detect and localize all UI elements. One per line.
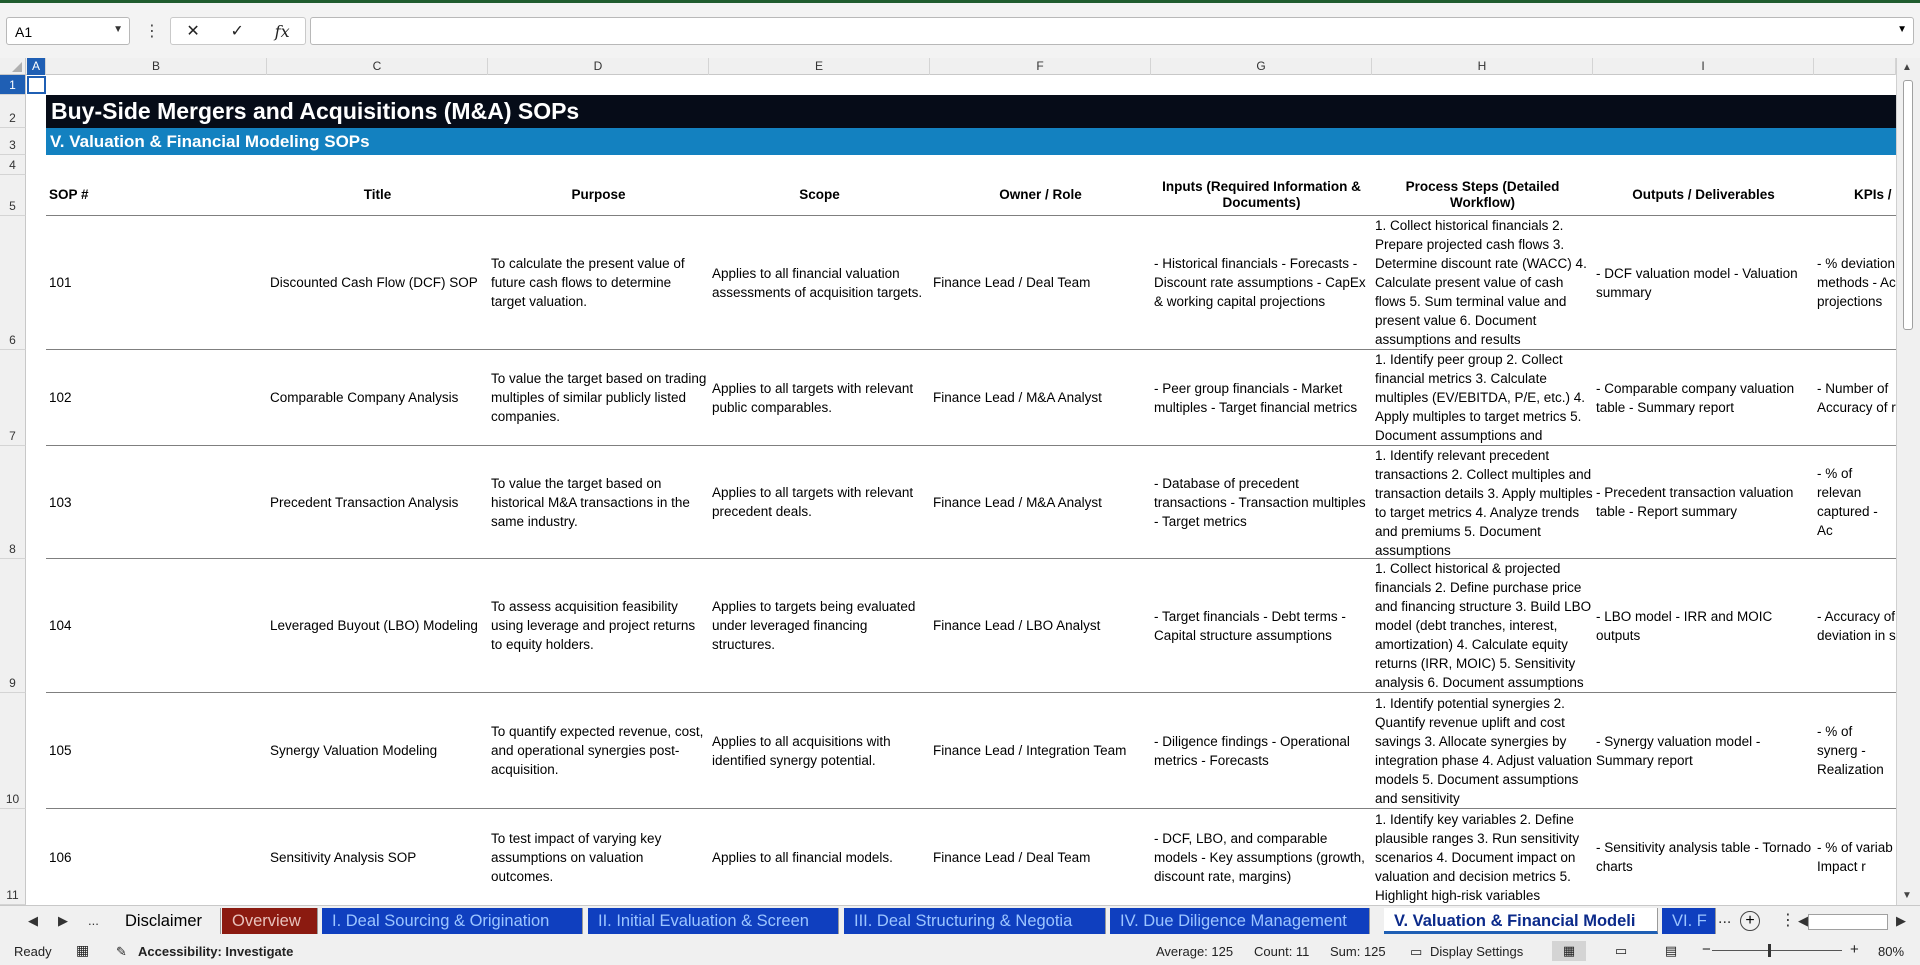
- cell-text: Applies to targets being evaluated under leveraged financing structures.: [712, 599, 916, 652]
- select-all-corner[interactable]: [0, 58, 26, 75]
- cell-text: - LBO model - IRR and MOIC outputs: [1596, 608, 1773, 643]
- cell-outputs[interactable]: [1593, 350, 1814, 445]
- enter-icon[interactable]: ✓: [230, 23, 244, 40]
- cell-title[interactable]: [267, 350, 488, 445]
- cell-title[interactable]: [267, 446, 488, 558]
- row-header-11[interactable]: 11: [0, 809, 26, 905]
- cell-text: - Accuracy of deviation in s: [1817, 608, 1896, 643]
- display-settings[interactable]: Display Settings: [1430, 944, 1524, 959]
- cell-text: 1. Collect historical & projected financials 2. Define purchase price and financing structure 3. Build LBO model (debt tranches, interest, amortization) 4. Calculate equity returns (IRR, MOIC) 5. Sensitivity analysis 6. Document assumptions: [1375, 561, 1592, 690]
- cell-title[interactable]: [267, 559, 488, 692]
- cell-text: 103: [49, 494, 72, 510]
- cell-sop[interactable]: [46, 446, 267, 558]
- name-box-value: A1: [15, 24, 33, 40]
- cell-text: - Synergy valuation model - Summary report: [1596, 733, 1761, 768]
- name-box[interactable]: [6, 17, 130, 45]
- zoom-level[interactable]: 80%: [1878, 944, 1905, 959]
- status-bar: [0, 937, 1920, 965]
- hscroll-left-icon[interactable]: ◀: [1798, 913, 1808, 928]
- cell-scope[interactable]: [709, 693, 930, 808]
- formula-bar: [0, 3, 1920, 58]
- row-header-3[interactable]: 3: [0, 128, 26, 155]
- cell-text: - Historical financials - Forecasts - Discount rate assumptions - CapEx & working capital projections: [1154, 256, 1366, 309]
- cell-outputs[interactable]: [1593, 216, 1814, 349]
- accessibility-icon[interactable]: ✎: [116, 944, 127, 959]
- cell-text: Applies to all financial valuation assessments of acquisition targets.: [712, 265, 923, 300]
- col-header-f[interactable]: F: [930, 58, 1151, 75]
- horizontal-scrollbar[interactable]: [1808, 914, 1888, 930]
- tab-due-diligence[interactable]: IV. Due Diligence Management: [1110, 908, 1370, 934]
- cell-outputs[interactable]: [1593, 809, 1814, 905]
- cell-outputs[interactable]: [1593, 693, 1814, 808]
- cell-purpose[interactable]: [488, 693, 709, 808]
- cell-scope[interactable]: [709, 559, 930, 692]
- cell-text: - Number of Accuracy of r: [1817, 380, 1896, 415]
- column-headers: [0, 58, 1920, 75]
- cell-text: Finance Lead / Deal Team: [933, 275, 1091, 290]
- cell-text: - DCF valuation model - Valuation summary: [1596, 265, 1798, 300]
- scroll-down-icon[interactable]: ▼: [1902, 890, 1912, 901]
- cell-scope[interactable]: [709, 350, 930, 445]
- cell-text: Synergy Valuation Modeling: [270, 743, 438, 758]
- cell-sop[interactable]: [46, 559, 267, 692]
- cell-text: 1. Identify relevant precedent transactions 2. Collect multiples and transaction details 3. Apply multiples to target metrics 4. Analyze trends and premiums 5. Document assumptions: [1375, 448, 1593, 558]
- cell-text: Applies to all financial models.: [712, 849, 893, 865]
- cell-kpis[interactable]: [1814, 446, 1896, 558]
- header-scope: Scope: [799, 187, 840, 202]
- cell-text: 101: [49, 275, 72, 290]
- cell-text: To value the target based on trading multiples of similar publicly listed companies.: [491, 371, 707, 424]
- tab-initial-evaluation[interactable]: II. Initial Evaluation & Screen: [588, 908, 839, 934]
- hscroll-right-icon[interactable]: ▶: [1896, 913, 1906, 928]
- header-outputs: Outputs / Deliverables: [1632, 187, 1775, 202]
- cell-steps[interactable]: [1372, 446, 1593, 558]
- cell-text: Applies to all targets with relevant public comparables.: [712, 380, 914, 415]
- cell-text: Comparable Company Analysis: [270, 390, 459, 405]
- col-header-b[interactable]: B: [46, 58, 267, 75]
- cell-text: Applies to all acquisitions with identified synergy potential.: [712, 733, 891, 768]
- cell-text: Discounted Cash Flow (DCF) SOP: [270, 275, 478, 290]
- sheet-tab-bar: [0, 905, 1920, 937]
- tab-deal-sourcing[interactable]: I. Deal Sourcing & Origination: [322, 908, 583, 934]
- cell-inputs[interactable]: [1151, 809, 1372, 905]
- cell-text: - Comparable company valuation table - Summary report: [1596, 380, 1795, 415]
- header-sop-number: SOP #: [49, 187, 89, 202]
- tab-vi[interactable]: VI. F: [1662, 908, 1716, 934]
- cell-text: Finance Lead / Integration Team: [933, 743, 1127, 758]
- cell-text: To assess acquisition feasibility using leverage and project returns to equity holders.: [491, 599, 696, 652]
- tab-deal-structuring[interactable]: III. Deal Structuring & Negotia: [844, 908, 1106, 934]
- cell-kpis[interactable]: [1814, 216, 1896, 349]
- cell-scope[interactable]: [709, 216, 930, 349]
- row-header-7[interactable]: 7: [0, 350, 26, 446]
- row-header-1[interactable]: 1: [0, 75, 26, 95]
- cell-kpis[interactable]: [1814, 693, 1896, 808]
- cell-steps[interactable]: [1372, 350, 1593, 445]
- cell-text: Finance Lead / Deal Team: [933, 849, 1091, 865]
- display-settings-icon[interactable]: ▭: [1410, 944, 1423, 959]
- zoom-slider-handle[interactable]: [1768, 944, 1771, 957]
- tab-prev-icon[interactable]: ◀: [28, 913, 38, 928]
- cell-title[interactable]: [267, 216, 488, 349]
- zoom-out-button[interactable]: −: [1702, 941, 1711, 958]
- cell-text: - DCF, LBO, and comparable models - Key assumptions (growth, discount rate, margins): [1154, 830, 1365, 884]
- cell-steps[interactable]: [1372, 809, 1593, 905]
- row-header-6[interactable]: 6: [0, 216, 26, 350]
- chevron-down-icon[interactable]: ▼: [113, 24, 123, 35]
- cell-text: Leveraged Buyout (LBO) Modeling: [270, 618, 478, 633]
- scroll-thumb[interactable]: [1903, 80, 1913, 330]
- tab-disclaimer[interactable]: Disclaimer: [115, 908, 221, 934]
- cell-text: 102: [49, 390, 72, 405]
- tab-options-icon[interactable]: ⋮: [1780, 912, 1796, 929]
- col-header-g[interactable]: G: [1151, 58, 1372, 75]
- cell-text: - % of synerg - Realization: [1817, 724, 1884, 777]
- cell-text: To calculate the present value of future cash flows to determine target valuation.: [491, 256, 685, 309]
- col-header-i[interactable]: I: [1593, 58, 1814, 75]
- cell-scope[interactable]: [709, 446, 930, 558]
- tab-more-left[interactable]: ...: [88, 913, 99, 928]
- cell-kpis[interactable]: [1814, 350, 1896, 445]
- cell-text: To value the target based on historical M&A transactions in the same industry.: [491, 475, 690, 529]
- section-title: V. Valuation & Financial Modeling SOPs: [46, 128, 1896, 155]
- cell-owner[interactable]: [930, 446, 1151, 558]
- status-count[interactable]: Count: 11: [1254, 944, 1310, 959]
- col-header-a[interactable]: A: [27, 58, 46, 75]
- tab-overview[interactable]: Overview: [222, 908, 318, 934]
- cell-text: To test impact of varying key assumptions on valuation outcomes.: [491, 830, 662, 884]
- status-sum[interactable]: Sum: 125: [1330, 944, 1386, 959]
- header-purpose: Purpose: [571, 187, 626, 202]
- vertical-scrollbar[interactable]: [1896, 58, 1920, 905]
- worksheet-grid[interactable]: [0, 58, 1920, 905]
- cell-sop[interactable]: [46, 350, 267, 445]
- col-header-h[interactable]: H: [1372, 58, 1593, 75]
- tab-valuation-modeling[interactable]: V. Valuation & Financial Modeli: [1384, 908, 1658, 934]
- col-header-j[interactable]: [1814, 58, 1896, 75]
- cell-text: - Diligence findings - Operational metrics - Forecasts: [1154, 733, 1350, 768]
- header-inputs: Inputs (Required Information & Documents): [1162, 179, 1361, 210]
- header-process-steps: Process Steps (Detailed Workflow): [1405, 179, 1560, 210]
- cell-scope[interactable]: [709, 809, 930, 905]
- cell-text: - Database of precedent transactions - Transaction multiples - Target metrics: [1154, 475, 1366, 529]
- cell-purpose[interactable]: [488, 559, 709, 692]
- cell-text: Finance Lead / M&A Analyst: [933, 494, 1102, 510]
- zoom-slider[interactable]: [1712, 950, 1842, 951]
- page-break-view-icon[interactable]: ▤: [1664, 943, 1678, 958]
- cell-text: To quantify expected revenue, cost, and operational synergies post-acquisition.: [491, 724, 704, 777]
- cell-owner[interactable]: [930, 809, 1151, 905]
- cell-sop[interactable]: [46, 216, 267, 349]
- cell-steps[interactable]: [1372, 693, 1593, 808]
- header-kpis: KPIs /: [1854, 187, 1892, 202]
- tab-overflow[interactable]: ...: [1718, 910, 1732, 927]
- scroll-up-icon[interactable]: ▲: [1902, 62, 1912, 73]
- cell-steps[interactable]: [1372, 559, 1593, 692]
- cell-title[interactable]: [267, 809, 488, 905]
- cell-title[interactable]: [267, 693, 488, 808]
- formula-input[interactable]: [310, 17, 1914, 45]
- expand-formula-icon[interactable]: ▼: [1897, 24, 1907, 35]
- cell-inputs[interactable]: [1151, 559, 1372, 692]
- cell-inputs[interactable]: [1151, 350, 1372, 445]
- cell-text: Precedent Transaction Analysis: [270, 494, 459, 510]
- tab-next-icon[interactable]: ▶: [58, 913, 68, 928]
- cell-text: - % of relevan captured - Ac: [1817, 466, 1878, 538]
- active-cell-a1[interactable]: [27, 76, 46, 94]
- cell-text: - Target financials - Debt terms - Capital structure assumptions: [1154, 608, 1346, 643]
- cell-inputs[interactable]: [1151, 216, 1372, 349]
- cell-kpis[interactable]: [1814, 809, 1896, 905]
- cell-outputs[interactable]: [1593, 559, 1814, 692]
- col-header-c[interactable]: C: [267, 58, 488, 75]
- cell-text: - Peer group financials - Market multiples - Target financial metrics: [1154, 380, 1358, 415]
- cell-inputs[interactable]: [1151, 693, 1372, 808]
- cell-text: 105: [49, 743, 72, 758]
- cell-text: 1. Identify peer group 2. Collect financial metrics 3. Calculate multiples (EV/EBITDA, P/E, etc.) 4. Apply multiples to target metrics 5. Document assumptions and: [1375, 352, 1586, 443]
- cell-text: - Sensitivity analysis table - Tornado charts: [1596, 840, 1812, 874]
- page-layout-view-icon[interactable]: ▭: [1614, 943, 1628, 958]
- add-sheet-button[interactable]: +: [1740, 911, 1760, 931]
- col-header-e[interactable]: E: [709, 58, 930, 75]
- cell-outputs[interactable]: [1593, 446, 1814, 558]
- cell-text: Finance Lead / LBO Analyst: [933, 618, 1101, 633]
- status-average[interactable]: Average: 125: [1156, 944, 1234, 959]
- cell-text: Finance Lead / M&A Analyst: [933, 390, 1102, 405]
- cell-kpis[interactable]: [1814, 559, 1896, 692]
- status-ready: Ready: [14, 944, 52, 959]
- cell-text: Sensitivity Analysis SOP: [270, 849, 417, 865]
- cell-text: 1. Identify key variables 2. Define plausible ranges 3. Run sensitivity scenarios 4. Document impact on valuation and decision metrics 5. Highlight high-risk variables: [1375, 811, 1580, 903]
- row-header-2[interactable]: 2: [0, 95, 26, 128]
- normal-view-icon[interactable]: ▦: [1552, 941, 1586, 961]
- cell-owner[interactable]: [930, 693, 1151, 808]
- cell-owner[interactable]: [930, 559, 1151, 692]
- accessibility-status[interactable]: Accessibility: Investigate: [138, 944, 294, 959]
- sheet-title: Buy-Side Mergers and Acquisitions (M&A) SOPs: [46, 95, 1896, 128]
- cell-text: - Precedent transaction valuation table - Report summary: [1596, 485, 1794, 519]
- cell-steps[interactable]: [1372, 216, 1593, 349]
- cell-text: 1. Identify potential synergies 2. Quantify revenue uplift and cost savings 3. Allocate synergies by integration phase 4. Adjust valuation models 5. Document assumptions and sensitivity: [1375, 695, 1592, 806]
- macro-record-icon[interactable]: ▦: [76, 942, 90, 958]
- col-header-d[interactable]: D: [488, 58, 709, 75]
- header-title: Title: [363, 187, 392, 202]
- header-owner: Owner / Role: [999, 187, 1082, 202]
- cell-owner[interactable]: [930, 350, 1151, 445]
- cell-owner[interactable]: [930, 216, 1151, 349]
- cell-purpose[interactable]: [488, 809, 709, 905]
- cell-text: - % of variab Impact r: [1817, 840, 1893, 874]
- row-header-4[interactable]: 4: [0, 155, 26, 175]
- row-header-8[interactable]: 8: [0, 446, 26, 559]
- row-header-5[interactable]: 5: [0, 175, 26, 216]
- cell-text: Applies to all targets with relevant precedent deals.: [712, 485, 914, 519]
- cell-purpose[interactable]: [488, 446, 709, 558]
- cell-sop[interactable]: [46, 809, 267, 905]
- zoom-in-button[interactable]: +: [1850, 941, 1859, 958]
- cell-inputs[interactable]: [1151, 446, 1372, 558]
- row-header-9[interactable]: 9: [0, 559, 26, 693]
- cell-purpose[interactable]: [488, 216, 709, 349]
- cell-sop[interactable]: [46, 693, 267, 808]
- formula-actions: [170, 17, 306, 45]
- cancel-icon[interactable]: ✕: [186, 23, 200, 40]
- cell-text: 104: [49, 618, 72, 633]
- insert-function-icon[interactable]: fx: [274, 21, 290, 41]
- cell-text: 1. Collect historical financials 2. Prepare projected cash flows 3. Determine discount rate (WACC) 4. Calculate present value of cash flows 5. Sum terminal value and present value 6. Document assumptions and results: [1375, 218, 1587, 347]
- cell-purpose[interactable]: [488, 350, 709, 445]
- cell-text: 106: [49, 849, 72, 865]
- row-header-10[interactable]: 10: [0, 693, 26, 809]
- cell-text: - % deviation methods - Ac projections: [1817, 256, 1896, 309]
- more-options-icon[interactable]: ⋮: [144, 23, 160, 40]
